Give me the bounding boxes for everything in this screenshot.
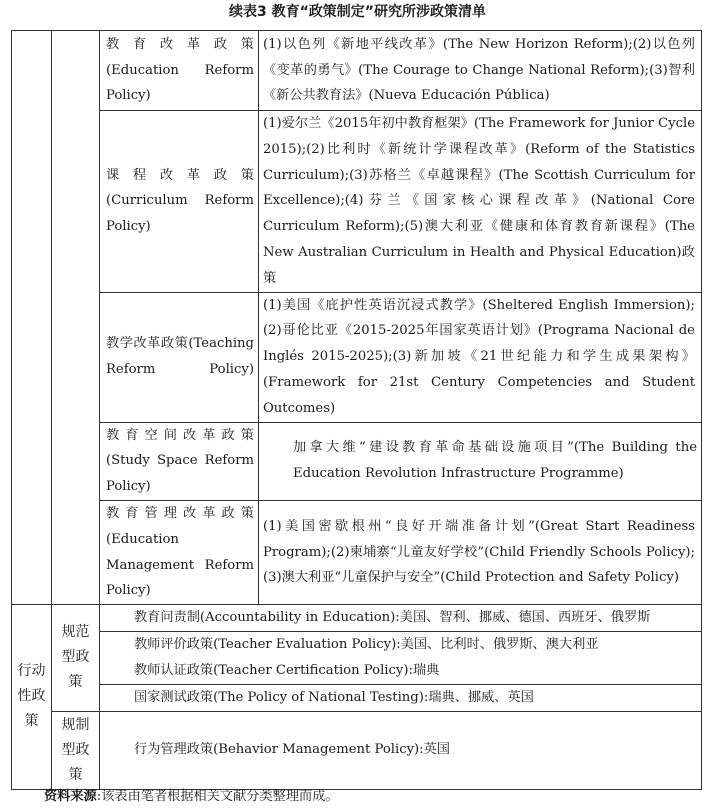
- source-note-label: 资料来源: [44, 789, 97, 804]
- subcategory-label: 规制型政策: [52, 711, 100, 789]
- policy-name-cell: [100, 422, 259, 500]
- policy-detail: (1)以色列《新地平线改革》(The New Horizon Reform);(2)以色列《变革的勇气》(The Courage to Change National Reform);(3)智利《新公共教育法》(Nueva Educación Pública): [259, 31, 702, 111]
- policy-name-cell: [100, 292, 259, 422]
- table-row: [12, 605, 702, 632]
- policy-name: 教育管理改革政策(Education Management Reform Policy): [106, 505, 254, 599]
- source-note: [44, 787, 704, 807]
- policy-name: 课程改革政策(Curriculum Reform Policy): [106, 167, 254, 235]
- policy-table: [11, 30, 702, 790]
- table-row: [12, 500, 702, 604]
- table-row: [12, 711, 702, 789]
- policy-name: 教育改革政策(Education Reform Policy): [106, 36, 254, 104]
- policy-detail: (1)美国《庇护性英语沉浸式教学》(Sheltered English Immersion);(2)哥伦比亚《2015-2025年国家英语计划》(Programa Nacional de Inglés 2015-2025);(3)新加坡《21世纪能力和学生成果架构》(Framework for 21st Century Competencies and Student Outcomes): [259, 292, 702, 422]
- source-note-text: :该表由笔者根据相关文献分类整理而成。: [96, 789, 339, 804]
- policy-detail: (1)爱尔兰《2015年初中教育框架》(The Framework for Junior Cycle 2015);(2)比利时《新统计学课程改革》(Reform of the Statistics Curriculum);(3)苏格兰《卓越课程》(The Scottish Curriculum for Excellence);(4)芬兰《国家核心课程改革》(National Core Curriculum Reform);(5)澳大利亚《健康和体育教育新课程》(The New Australian Curriculum in Health and Physical Education)政策: [259, 111, 702, 293]
- table-row: [12, 632, 702, 685]
- policy-name-cell: [100, 500, 259, 604]
- policy-name: 教育空间改革政策(Study Space Reform Policy): [106, 427, 254, 495]
- table-row: [12, 292, 702, 422]
- category-label: 行动性政策: [12, 605, 52, 790]
- subcategory-label: 规范型政策: [52, 605, 100, 712]
- table-row: [12, 684, 702, 711]
- table-row: [12, 31, 702, 111]
- subcategory-cell-continued: [52, 31, 100, 605]
- action-policy-item: 国家测试政策(The Policy of National Testing):瑞典、挪威、英国: [100, 684, 702, 711]
- table-title: 续表3 教育“政策制定”研究所涉政策清单: [228, 4, 487, 20]
- action-policy-item: 行为管理政策(Behavior Management Policy):英国: [100, 711, 702, 789]
- action-policy-item: 教师认证政策(Teacher Certification Policy):瑞典: [134, 662, 440, 678]
- policy-detail: (1)美国密歇根州“良好开端准备计划”(Great Start Readiness Program);(2)柬埔寨“儿童友好学校”(Child Friendly Schools Policy);(3)澳大利亚“儿童保护与安全”(Child Protection and Safety Policy): [259, 500, 702, 604]
- category-cell-continued: [12, 31, 52, 605]
- policy-name-cell: [100, 31, 259, 111]
- policy-name: 教学改革政策(Teaching Reform Policy): [106, 336, 254, 378]
- action-policy-item: 教师评价政策(Teacher Evaluation Policy):美国、比利时、俄罗斯、澳大利亚: [134, 637, 599, 653]
- table-row: [12, 111, 702, 293]
- table-row: [12, 422, 702, 500]
- action-policy-item-group: [100, 632, 702, 685]
- policy-detail: 加拿大维“建设教育革命基础设施项目”(The Building the Education Revolution Infrastructure Programme): [259, 422, 702, 500]
- action-policy-item: 教育问责制(Accountability in Education):美国、智利、挪威、德国、西班牙、俄罗斯: [100, 605, 702, 632]
- policy-name-cell: [100, 111, 259, 293]
